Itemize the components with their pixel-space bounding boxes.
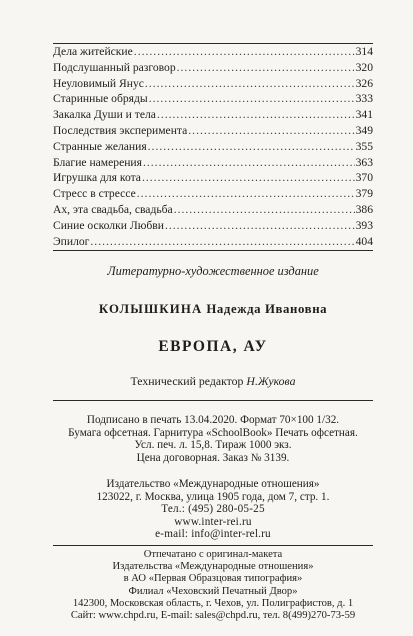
toc-entry-title: Неуловимый Янус bbox=[53, 76, 144, 90]
toc-leader-dots bbox=[174, 202, 355, 218]
toc-leader-dots bbox=[145, 76, 355, 92]
publisher-name: Издательство «Международные отношения» bbox=[106, 478, 320, 490]
printing-line: 142300, Московская область, г. Чехов, ул. Полиграфистов, д. 1 bbox=[72, 597, 354, 609]
toc-entry bbox=[53, 186, 373, 202]
toc-entry-page: 370 bbox=[355, 171, 373, 185]
toc-entry bbox=[53, 60, 373, 76]
printing-line: Издательства «Международные отношения» bbox=[112, 561, 314, 573]
toc-entry-page: 349 bbox=[355, 123, 373, 137]
publisher-website: www.inter-rei.ru bbox=[174, 515, 252, 528]
editor-name: Н.Жукова bbox=[246, 374, 296, 388]
printing-line: Отпечатано с оригинал-макета bbox=[143, 549, 283, 560]
toc-entry-title: Игрушка для кота bbox=[53, 171, 141, 185]
toc-entry bbox=[53, 76, 373, 92]
publication-type: Литературно-художественное издание bbox=[107, 264, 319, 278]
toc-bottom-rule bbox=[53, 250, 373, 251]
toc-entry bbox=[53, 123, 373, 139]
toc-entry bbox=[53, 107, 373, 123]
author-surname: КОЛЫШКИНА bbox=[98, 302, 203, 316]
toc-entry-page: 355 bbox=[355, 139, 373, 153]
toc-entry bbox=[53, 91, 373, 107]
toc-leader-dots bbox=[148, 139, 355, 155]
print-details-line: Бумага офсетная. Гарнитура «SchoolBook» Печать офсетная. bbox=[68, 426, 358, 439]
toc-leader-dots bbox=[137, 186, 355, 202]
printing-line: Сайт: www.chpd.ru, E-mail: sales@chpd.ru, тел. 8(499)270-73-59 bbox=[70, 610, 356, 622]
book-title: ЕВРОПА, АУ bbox=[158, 338, 268, 355]
printing-line: в АО «Первая Образцовая типография» bbox=[123, 573, 303, 585]
toc-entry-page: 404 bbox=[355, 234, 373, 248]
toc-entry-page: 320 bbox=[355, 60, 373, 74]
toc-entry-title: Синие осколки Любви bbox=[53, 218, 164, 232]
publisher-address: 123022, г. Москва, улица 1905 года, дом 7, стр. 1. bbox=[96, 490, 330, 503]
toc-entry-page: 326 bbox=[355, 76, 373, 90]
toc-entry-page: 314 bbox=[355, 45, 373, 58]
toc-entry bbox=[53, 202, 373, 218]
toc-entry-title: Последствия эксперимента bbox=[53, 123, 188, 137]
print-details bbox=[53, 414, 373, 464]
toc-entry-title: Странные желания bbox=[53, 139, 147, 153]
toc-leader-dots bbox=[188, 123, 354, 139]
toc-leader-dots bbox=[149, 91, 355, 107]
print-details-line: Усл. печ. л. 15,8. Тираж 1000 экз. bbox=[134, 439, 292, 452]
print-details-line: Подписано в печать 13.04.2020. Формат 70×100 1/32. bbox=[86, 414, 340, 426]
toc-entry-page: 333 bbox=[355, 92, 373, 106]
toc-leader-dots bbox=[143, 155, 355, 171]
toc-entry-page: 386 bbox=[355, 202, 373, 216]
toc-entry-title: Старинные обряды bbox=[53, 92, 148, 106]
technical-editor-line bbox=[53, 374, 373, 389]
printing-line: Филиал «Чеховский Печатный Двор» bbox=[128, 585, 298, 597]
toc-entry-title: Подслушанный разговор bbox=[53, 60, 176, 74]
printing-house-info bbox=[53, 549, 373, 622]
toc-entry-page: 379 bbox=[355, 187, 373, 201]
toc-entry bbox=[53, 218, 373, 234]
toc-entry-title: Стресс в стрессе bbox=[53, 187, 136, 201]
toc-leader-dots bbox=[157, 107, 355, 123]
publisher-info bbox=[53, 478, 373, 541]
editor-role: Технический редактор bbox=[130, 374, 244, 388]
toc-entry-page: 363 bbox=[355, 155, 373, 169]
toc-entry bbox=[53, 155, 373, 171]
toc-entry-title: Эпилог bbox=[53, 234, 90, 248]
table-of-contents bbox=[53, 44, 373, 249]
toc-leader-dots bbox=[90, 234, 354, 250]
author-line bbox=[53, 302, 373, 317]
toc-entry-title: Ах, эта свадьба, свадьба bbox=[53, 202, 173, 216]
printing-rule bbox=[53, 545, 373, 546]
toc-leader-dots bbox=[165, 218, 355, 234]
author-given-names: Надежда Ивановна bbox=[206, 302, 328, 316]
toc-entry bbox=[53, 44, 373, 60]
toc-entry bbox=[53, 139, 373, 155]
print-details-line: Цена договорная. Заказ № 3139. bbox=[136, 451, 290, 464]
toc-entry-title: Закалка Души и тела bbox=[53, 108, 156, 122]
toc-entry-page: 341 bbox=[355, 108, 373, 122]
imprint-rule bbox=[53, 400, 373, 401]
toc-entry bbox=[53, 234, 373, 250]
toc-entry-title: Благие намерения bbox=[53, 155, 142, 169]
toc-leader-dots bbox=[177, 60, 355, 76]
toc-entry-title: Дела житейские bbox=[53, 45, 133, 58]
toc-leader-dots bbox=[142, 170, 355, 186]
toc-leader-dots bbox=[134, 44, 355, 60]
publisher-phone: Тел.: (495) 280-05-25 bbox=[161, 503, 265, 516]
publisher-email: e-mail: info@inter-rel.ru bbox=[155, 528, 271, 541]
toc-entry bbox=[53, 170, 373, 186]
toc-entry-page: 393 bbox=[355, 218, 373, 232]
